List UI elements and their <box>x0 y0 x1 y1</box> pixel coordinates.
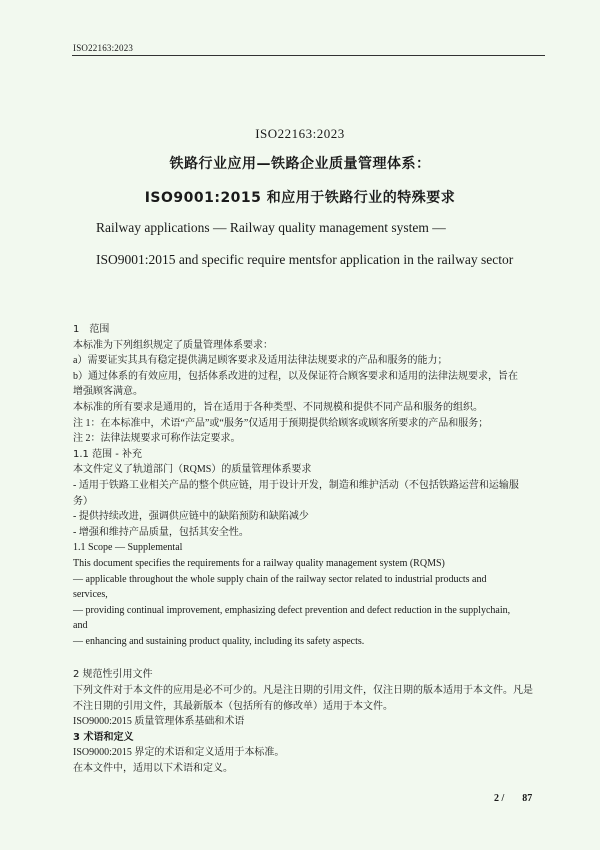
page-total: 87 <box>522 793 533 804</box>
header-rule <box>72 55 545 56</box>
section-2-line: 下列文件对于本文件的应用是必不可少的。凡是注日期的引用文件，仅注日期的版本适用于本文件。凡是 <box>73 685 533 697</box>
header-document-code: ISO22163:2023 <box>73 43 134 53</box>
section-1-line: a）需要证实其具有稳定提供满足顾客要求及适用法律法规要求的产品和服务的能力； <box>73 355 448 367</box>
section-1-line: b）通过体系的有效应用，包括体系改进的过程，以及保证符合顾客要求和适用的法律法规要求，旨在 <box>73 370 518 382</box>
section-1-1-english-line: This document specifies the requirements for a railway quality management system (RQMS) <box>73 557 445 569</box>
section-2-line: 不注日期的引用文件，其最新版本（包括所有的修改单）适用于本文件。 <box>73 700 393 712</box>
section-1-1-english-line: and <box>73 620 88 632</box>
section-1-line: 本标准的所有要求是通用的，旨在适用于各种类型、不同规模和提供不同产品和服务的组织。 <box>73 401 483 413</box>
section-1-note-2: 注 2：法律法规要求可称作法定要求。 <box>73 433 241 445</box>
section-1-1-heading: 1.1 范围 - 补充 <box>73 448 143 460</box>
section-1-1-line: - 增强和维持产品质量，包括其安全性。 <box>73 526 249 538</box>
section-1-1-line: 本文件定义了轨道部门（RQMS）的质量管理体系要求 <box>73 464 312 476</box>
section-1-heading: 1 范围 <box>73 324 110 335</box>
title-standard-code: ISO22163:2023 <box>255 126 345 141</box>
title-chinese-line-2: ISO9001:2015 和应用于铁路行业的特殊要求 <box>144 190 456 206</box>
section-1-1-english-line: services, <box>73 589 108 601</box>
section-3-line: 在本文件中，适用以下术语和定义。 <box>73 763 233 775</box>
section-1-1-english-line: — applicable throughout the whole supply chain of the railway sector related to industrial products and <box>73 573 487 585</box>
section-3-line: ISO9000:2015 界定的术语和定义适用于本标准。 <box>73 747 285 759</box>
section-1-line: 增强顾客满意。 <box>73 386 143 398</box>
section-1-note-1: 注 1：在本标准中，术语“产品”或“服务”仅适用于预期提供给顾客或顾客所要求的产品和服务； <box>73 417 489 429</box>
section-2-heading: 2 规范性引用文件 <box>73 669 153 681</box>
section-1-1-english-heading: 1.1 Scope — Supplemental <box>73 542 183 554</box>
section-2-reference: ISO9000:2015 质量管理体系基础和术语 <box>73 716 245 728</box>
title-english-line-1: Railway applications — Railway quality management system — <box>96 220 446 235</box>
title-chinese-line-1: 铁路行业应用—铁路企业质量管理体系： <box>169 156 431 172</box>
title-english-line-2: ISO9001:2015 and specific require mentsfor application in the railway sector <box>96 252 514 267</box>
section-1-line: 本标准为下列组织规定了质量管理体系要求： <box>73 339 273 351</box>
section-1-1-line: 务） <box>73 495 93 507</box>
section-1-1-line: - 适用于铁路工业相关产品的整个供应链，用于设计开发，制造和维护活动（不包括铁路运营和运输服 <box>73 479 519 491</box>
section-1-1-line: - 提供持续改进，强调供应链中的缺陷预防和缺陷减少 <box>73 511 309 523</box>
section-1-1-english-line: — enhancing and sustaining product quality, including its safety aspects. <box>73 635 365 647</box>
section-1-1-english-line: — providing continual improvement, emphasizing defect prevention and defect reduction in the supplychain, <box>73 604 511 616</box>
spacer <box>73 649 545 667</box>
document-body <box>73 322 545 777</box>
section-3-heading: 3 术语和定义 <box>73 731 134 743</box>
page-current: 2 / <box>494 793 505 804</box>
page-number <box>494 793 532 804</box>
